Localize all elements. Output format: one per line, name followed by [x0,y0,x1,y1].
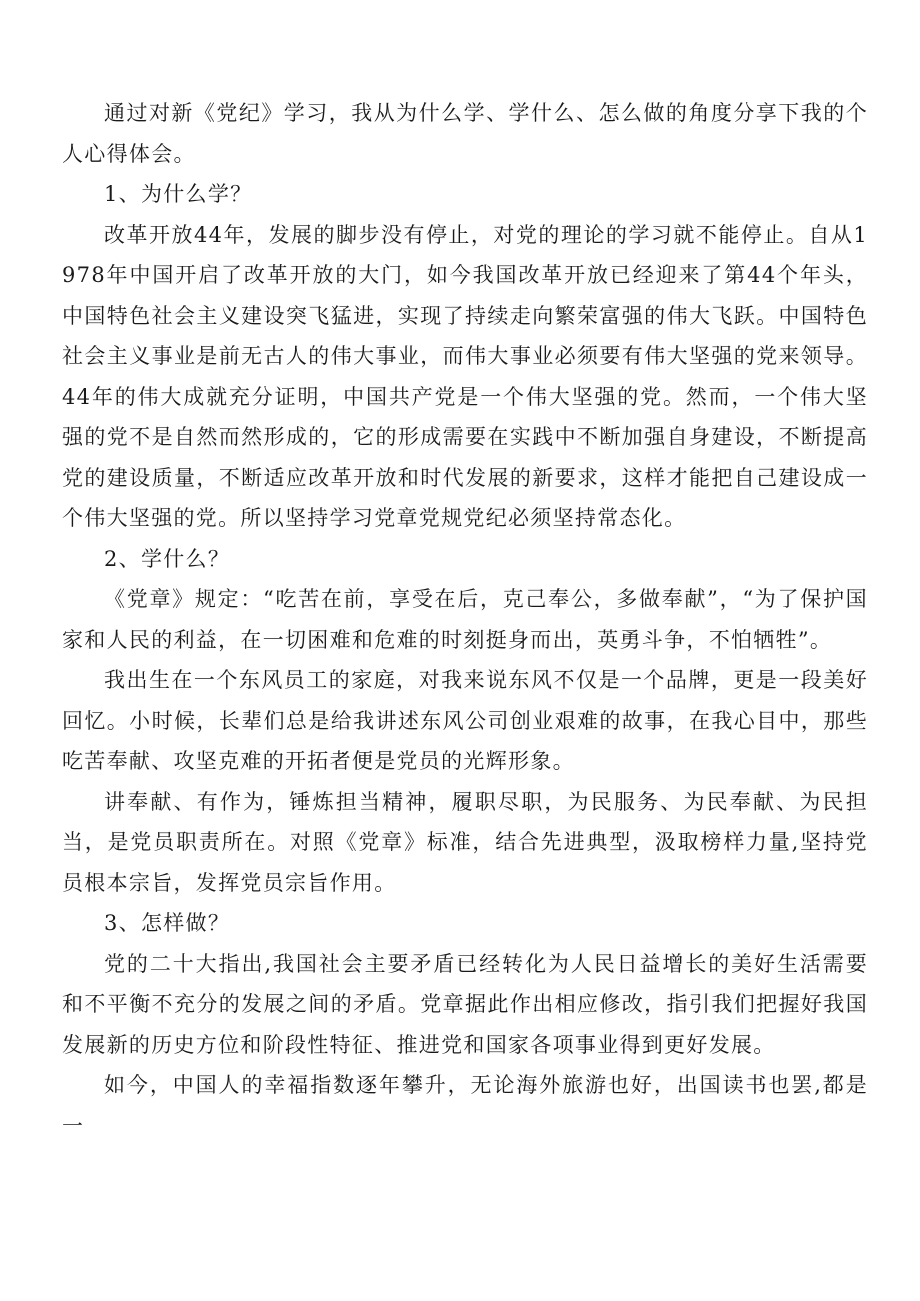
body-paragraph: 如今，中国人的幸福指数逐年攀升，无论海外旅游也好，出国读书也罢,都是一 [62,1073,868,1138]
body-paragraph: 改革开放44年，发展的脚步没有停止，对党的理论的学习就不能停止。自从1978年中国开启了改革开放的大门，如今我国改革开放已经迎来了第44个年头，中国特色社会主义建设突飞猛进，实现了持续走向繁荣富强的伟大飞跃。中国特色社会主义事业是前无古人的伟大事业，而伟大事业必须要有伟大坚强的党来领导。44年的伟大成就充分证明，中国共产党是一个伟大坚强的党。然而，一个伟大坚强的党不是自然而然形成的，它的形成需要在实践中不断加强自身建设，不断提高党的建设质量，不断适应改革开放和时代发展的新要求，这样才能把自己建设成一个伟大坚强的党。所以坚持学习党章党规党纪必须坚持常态化。 [62,222,868,530]
section-heading-what: 2、学什么？ [104,546,231,571]
intro-paragraph: 通过对新《党纪》学习，我从为什么学、学什么、怎么做的角度分享下我的个人心得体会。 [62,101,868,166]
section-heading-how: 3、怎样做？ [104,911,231,935]
body-paragraph: 我出生在一个东风员工的家庭，对我来说东风不仅是一个品牌，更是一段美好回忆。小时候，长辈们总是给我讲述东风公司创业艰难的故事，在我心目中，那些吃苦奉献、攻坚克难的开拓者便是党员的光辉形象。 [62,668,868,773]
body-paragraph: 讲奉献、有作为，锤炼担当精神，履职尽职，为民服务、为民奉献、为民担当，是党员职责所在。对照《党章》标准，结合先进典型，汲取榜样力量,坚持党员根本宗旨，发挥党员宗旨作用。 [62,789,868,895]
body-paragraph: 《党章》规定：“吃苦在前，享受在后，克己奉公，多做奉献”，“为了保护国家和人民的利益，在一切困难和危难的时刻挺身而出，英勇斗争，不怕牺牲”。 [62,587,868,652]
body-paragraph: 党的二十大指出,我国社会主要矛盾已经转化为人民日益增长的美好生活需要和不平衡不充分的发展之间的矛盾。党章据此作出相应修改，指引我们把握好我国发展新的历史方位和阶段性特征、推进党和国家各项事业得到更好发展。 [62,951,868,1057]
section-heading-why: 1、为什么学？ [104,182,253,206]
